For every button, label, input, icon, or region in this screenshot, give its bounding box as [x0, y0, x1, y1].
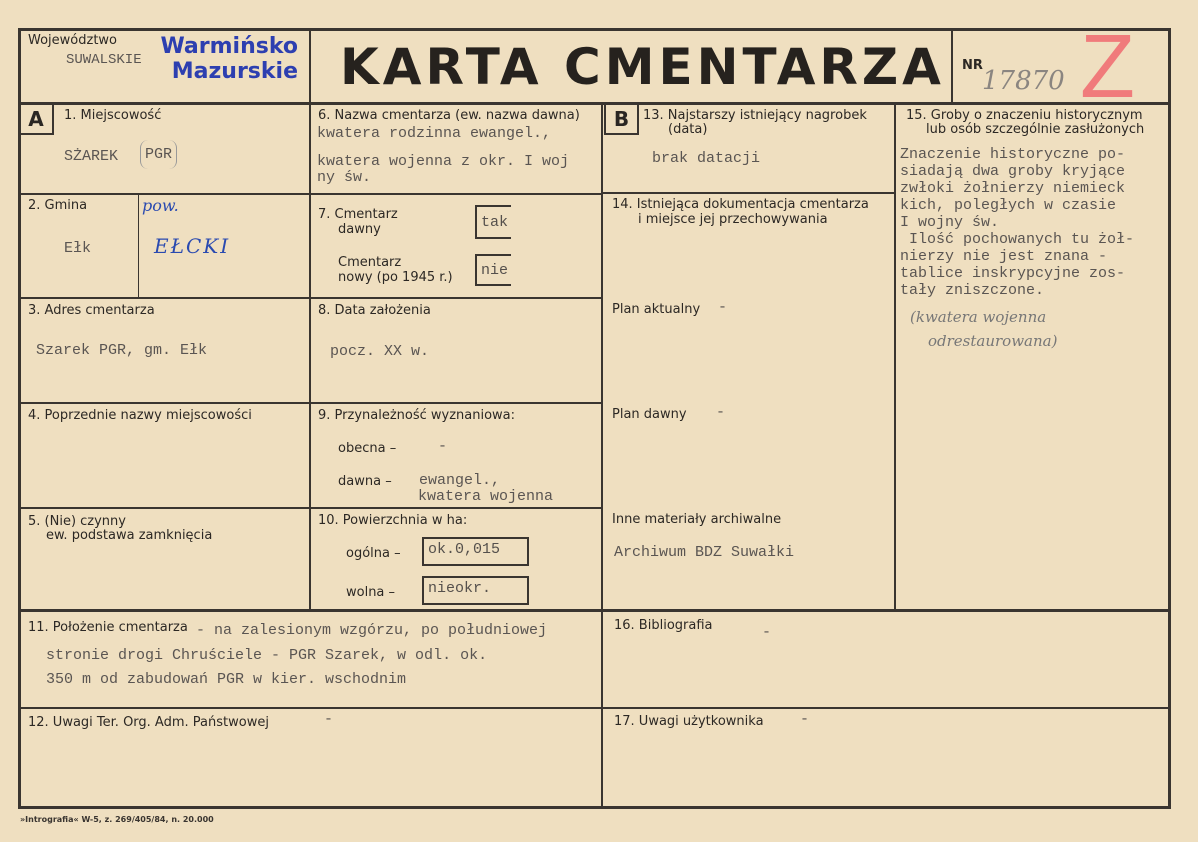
red-z-mark: Z	[1080, 17, 1135, 117]
other-materials-value: Archiwum BDZ Suwałki	[614, 544, 795, 561]
f9-former-label: dawna –	[338, 474, 392, 489]
other-materials-label: Inne materiały archiwalne	[612, 512, 782, 527]
f17-value: -	[800, 711, 810, 728]
divider	[894, 103, 896, 610]
f7-old-value: tak	[475, 205, 511, 239]
f9-former-value: ewangel.,	[419, 472, 501, 489]
f7-label-b: dawny	[338, 222, 381, 237]
f14-label-b: i miejsce jej przechowywania	[638, 212, 828, 227]
divider	[138, 193, 139, 298]
f13-label: 13. Najstarszy istniejący nagrobek	[643, 108, 867, 123]
divider	[18, 102, 1171, 105]
f3-label: 3. Adres cmentarza	[28, 303, 155, 318]
nr-value: 17870	[982, 66, 1065, 96]
f6-line: kwatera wojenna z okr. I woj	[317, 153, 570, 170]
voivodeship-typed: SUWALSKIE	[66, 52, 142, 68]
f3-value: Szarek PGR, gm. Ełk	[36, 342, 208, 359]
f16-value: -	[762, 624, 772, 641]
f10-free-value: nieokr.	[422, 576, 529, 605]
f15-label-b: lub osób szczególnie zasłużonych	[926, 122, 1145, 137]
divider	[18, 707, 1171, 709]
card-title: KARTA CMENTARZA	[340, 38, 945, 96]
f2-hand-value: EŁCKI	[154, 234, 231, 258]
f15-handwritten: odrestaurowana)	[928, 332, 1058, 350]
f5-label-2: ew. podstawa zamknięcia	[46, 528, 213, 543]
plan-current-label: Plan aktualny	[612, 302, 701, 317]
voivodeship-stamp: Warmińsko Mazurskie	[160, 34, 298, 84]
section-b-badge: B	[604, 103, 639, 135]
f15-label: 15. Groby o znaczeniu historycznym	[906, 108, 1143, 123]
divider	[309, 28, 311, 610]
f5-label: 5. (Nie) czynny	[28, 514, 126, 529]
f6-line: kwatera rodzinna ewangel.,	[317, 125, 552, 142]
f2-hand-label: pow.	[142, 196, 179, 215]
f9-former-value: kwatera wojenna	[418, 488, 554, 505]
voivodeship-label: Województwo	[28, 33, 118, 48]
f9-current-value: -	[438, 438, 448, 455]
section-a-badge: A	[18, 103, 54, 135]
f12-value: -	[324, 711, 334, 728]
plan-old-value: -	[716, 404, 726, 421]
nr-label: NR	[962, 58, 983, 73]
divider	[602, 192, 895, 194]
f13-value: brak datacji	[652, 150, 761, 167]
f8-label: 8. Data założenia	[318, 303, 431, 318]
f1-label: 1. Miejscowość	[64, 108, 162, 123]
f7-label-2: Cmentarz	[338, 255, 402, 270]
f11-line: 350 m od zabudowań PGR w kier. wschodnim	[46, 671, 407, 688]
f6-line: ny św.	[317, 169, 372, 186]
f15-handwritten: (kwatera wojenna	[910, 308, 1047, 326]
divider	[951, 28, 953, 104]
f13-label-b: (data)	[668, 122, 708, 137]
f7-label-2b: nowy (po 1945 r.)	[338, 270, 453, 285]
divider	[18, 609, 1171, 612]
f7-new-value: nie	[475, 254, 511, 286]
f10-total-value: ok.0,015	[422, 537, 529, 566]
f10-total-label: ogólna –	[346, 546, 401, 561]
divider	[601, 103, 603, 809]
printer-footer: »Intrografia« W-5, z. 269/405/84, n. 20.000	[20, 815, 214, 824]
f11-line: stronie drogi Chruściele - PGR Szarek, w odl. ok.	[46, 647, 488, 664]
f11-label: 11. Położenie cmentarza	[28, 620, 188, 635]
f10-label: 10. Powierzchnia w ha:	[318, 513, 468, 528]
f12-label: 12. Uwagi Ter. Org. Adm. Państwowej	[28, 715, 269, 730]
f14-label: 14. Istniejąca dokumentacja cmentarza	[612, 197, 869, 212]
f17-label: 17. Uwagi użytkownika	[614, 714, 764, 729]
f10-free-label: wolna –	[346, 585, 396, 600]
f9-current-label: obecna –	[338, 441, 397, 456]
f2-value: Ełk	[64, 240, 92, 257]
f8-value: pocz. XX w.	[330, 343, 430, 360]
plan-current-value: -	[718, 299, 728, 316]
f4-label: 4. Poprzednie nazwy miejscowości	[28, 408, 252, 423]
f1-note: PGR	[140, 140, 177, 169]
f1-value: SŻAREK	[64, 148, 119, 165]
f16-label: 16. Bibliografia	[614, 618, 713, 633]
f9-label: 9. Przynależność wyznaniowa:	[318, 408, 516, 423]
f11-line: - na zalesionym wzgórzu, po południowej	[196, 622, 548, 639]
f15-text: Znaczenie historyczne po- siadają dwa groby kryjące zwłoki żołnierzy niemieck kich, poległych w czasie I wojny św. Ilość pochowanych tu żoł- nierzy nie jest znana - tablice inskrypcyjne zos- tały zniszczone.	[900, 146, 1135, 299]
plan-old-label: Plan dawny	[612, 407, 687, 422]
f2-label: 2. Gmina	[28, 198, 88, 213]
f6-label: 6. Nazwa cmentarza (ew. nazwa dawna)	[318, 108, 580, 123]
f7-label: 7. Cmentarz	[318, 207, 398, 222]
